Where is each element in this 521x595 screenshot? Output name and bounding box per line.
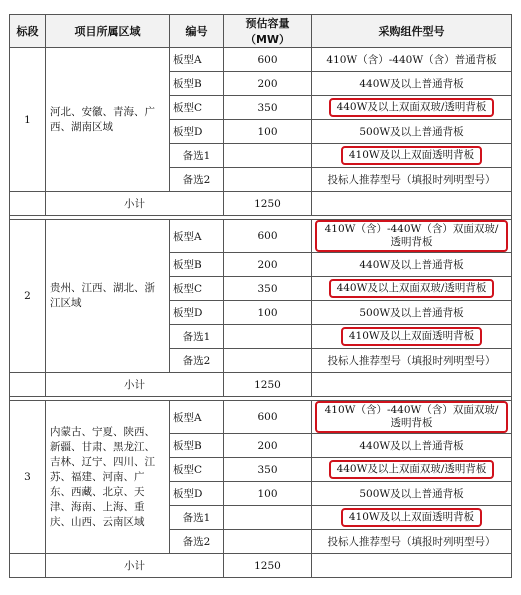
model-cell xyxy=(312,301,512,325)
highlighted-model-text: 410W及以上双面透明背板 xyxy=(341,508,482,527)
procurement-table xyxy=(9,14,512,578)
model-text: 440W及以上普通背板 xyxy=(359,77,464,90)
subtotal-label: 小计 xyxy=(46,192,224,216)
capacity-value xyxy=(224,325,312,349)
capacity-value: 200 xyxy=(224,72,312,96)
subtotal-row xyxy=(10,554,512,578)
highlighted-model-text: 440W及以上双面双玻/透明背板 xyxy=(329,279,495,298)
model-cell xyxy=(312,506,512,530)
panel-code: 板型D xyxy=(170,301,224,325)
capacity-value: 200 xyxy=(224,434,312,458)
table-row xyxy=(10,48,512,72)
subtotal-empty-segment xyxy=(10,373,46,397)
panel-code: 板型C xyxy=(170,277,224,301)
segment-region: 内蒙古、宁夏、陕西、新疆、甘肃、黑龙江、吉林、辽宁、四川、江苏、福建、河南、广东、西藏、北京、天津、海南、上海、重庆、山西、云南区域 xyxy=(46,401,170,554)
table-row xyxy=(10,401,512,434)
panel-code: 板型A xyxy=(170,220,224,253)
segment-region: 贵州、江西、湖北、浙江区域 xyxy=(46,220,170,373)
capacity-value xyxy=(224,144,312,168)
highlighted-model-text: 440W及以上双面双玻/透明背板 xyxy=(329,460,495,479)
panel-code: 板型C xyxy=(170,96,224,120)
header-code: 编号 xyxy=(170,15,224,48)
capacity-value: 200 xyxy=(224,253,312,277)
capacity-value: 600 xyxy=(224,401,312,434)
subtotal-label: 小计 xyxy=(46,373,224,397)
panel-code: 备选1 xyxy=(170,325,224,349)
subtotal-value: 1250 xyxy=(224,373,312,397)
subtotal-empty-model xyxy=(312,192,512,216)
subtotal-empty-segment xyxy=(10,554,46,578)
model-text: 500W及以上普通背板 xyxy=(359,125,464,138)
subtotal-label: 小计 xyxy=(46,554,224,578)
model-cell xyxy=(312,349,512,373)
model-cell xyxy=(312,325,512,349)
subtotal-empty-model xyxy=(312,373,512,397)
model-cell xyxy=(312,530,512,554)
panel-code: 板型A xyxy=(170,48,224,72)
segment-id: 2 xyxy=(10,220,46,373)
header-segment: 标段 xyxy=(10,15,46,48)
model-cell xyxy=(312,458,512,482)
capacity-value: 100 xyxy=(224,482,312,506)
header-model: 采购组件型号 xyxy=(312,15,512,48)
table-row xyxy=(10,220,512,253)
highlighted-model-text: 410W及以上双面透明背板 xyxy=(341,146,482,165)
model-cell xyxy=(312,277,512,301)
segment-id: 3 xyxy=(10,401,46,554)
capacity-value xyxy=(224,506,312,530)
panel-code: 板型D xyxy=(170,120,224,144)
highlighted-model-text: 410W（含）-440W（含）双面双玻/透明背板 xyxy=(315,401,508,433)
subtotal-empty-model xyxy=(312,554,512,578)
model-cell xyxy=(312,168,512,192)
panel-code: 板型B xyxy=(170,253,224,277)
capacity-value xyxy=(224,349,312,373)
subtotal-row xyxy=(10,373,512,397)
capacity-value: 350 xyxy=(224,458,312,482)
model-text: 投标人推荐型号（填报时列明型号） xyxy=(327,354,496,367)
model-text: 500W及以上普通背板 xyxy=(359,306,464,319)
model-cell xyxy=(312,120,512,144)
subtotal-empty-segment xyxy=(10,192,46,216)
panel-code: 板型A xyxy=(170,401,224,434)
capacity-value: 600 xyxy=(224,220,312,253)
highlighted-model-text: 410W及以上双面透明背板 xyxy=(341,327,482,346)
header-region: 项目所属区域 xyxy=(46,15,170,48)
capacity-value: 100 xyxy=(224,301,312,325)
capacity-value: 350 xyxy=(224,277,312,301)
model-text: 投标人推荐型号（填报时列明型号） xyxy=(327,535,496,548)
model-text: 440W及以上普通背板 xyxy=(359,258,464,271)
table-body xyxy=(10,48,512,578)
capacity-value: 100 xyxy=(224,120,312,144)
capacity-value: 350 xyxy=(224,96,312,120)
subtotal-value: 1250 xyxy=(224,192,312,216)
subtotal-row xyxy=(10,192,512,216)
segment-region: 河北、安徽、青海、广西、湖南区域 xyxy=(46,48,170,192)
model-cell xyxy=(312,72,512,96)
model-cell xyxy=(312,482,512,506)
model-cell xyxy=(312,220,512,253)
model-cell xyxy=(312,144,512,168)
highlighted-model-text: 440W及以上双面双玻/透明背板 xyxy=(329,98,495,117)
capacity-value xyxy=(224,530,312,554)
model-text: 500W及以上普通背板 xyxy=(359,487,464,500)
panel-code: 板型C xyxy=(170,458,224,482)
model-text: 投标人推荐型号（填报时列明型号） xyxy=(327,173,496,186)
capacity-value xyxy=(224,168,312,192)
header-row xyxy=(10,15,512,48)
model-text: 410W（含）-440W（含）普通背板 xyxy=(326,53,497,66)
panel-code: 备选2 xyxy=(170,530,224,554)
panel-code: 备选2 xyxy=(170,168,224,192)
highlighted-model-text: 410W（含）-440W（含）双面双玻/透明背板 xyxy=(315,220,508,252)
segment-id: 1 xyxy=(10,48,46,192)
panel-code: 备选1 xyxy=(170,506,224,530)
model-cell xyxy=(312,48,512,72)
capacity-value: 600 xyxy=(224,48,312,72)
panel-code: 备选2 xyxy=(170,349,224,373)
model-cell xyxy=(312,96,512,120)
model-cell xyxy=(312,253,512,277)
header-capacity: 预估容量（MW） xyxy=(224,15,312,48)
panel-code: 板型B xyxy=(170,72,224,96)
panel-code: 板型B xyxy=(170,434,224,458)
model-cell xyxy=(312,434,512,458)
model-cell xyxy=(312,401,512,434)
panel-code: 板型D xyxy=(170,482,224,506)
subtotal-value: 1250 xyxy=(224,554,312,578)
model-text: 440W及以上普通背板 xyxy=(359,439,464,452)
panel-code: 备选1 xyxy=(170,144,224,168)
